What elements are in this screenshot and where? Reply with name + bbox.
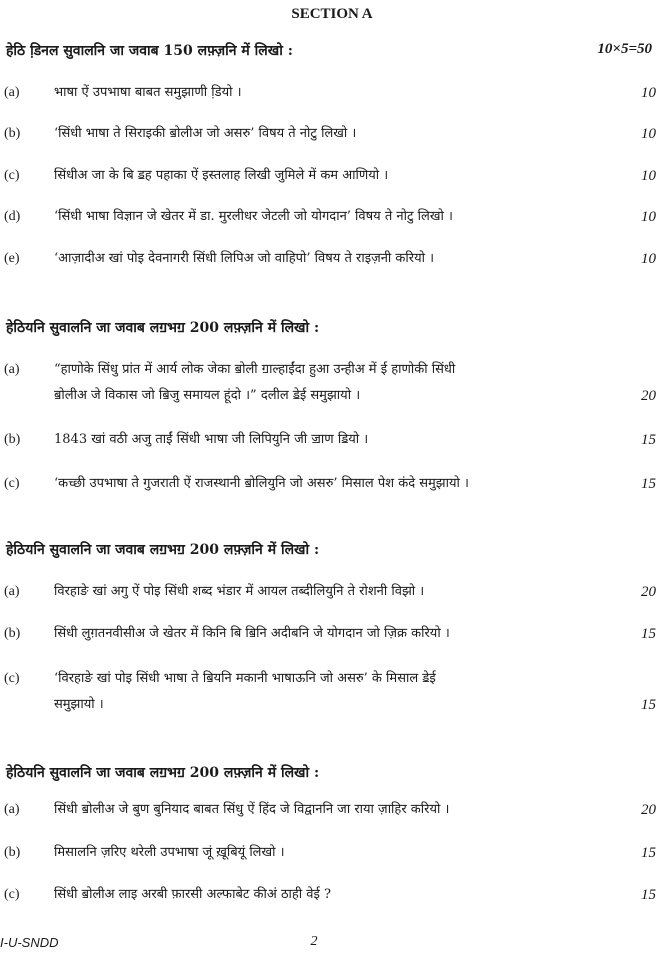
part-text: सिंधी ॿोलीअ जे बुण बुनियाद बाबत सिंधु ऐं हिंद जे विद्वाननि जा राया ज़ाहिर करियो । bbox=[54, 802, 450, 817]
part-marks: 20 bbox=[641, 388, 656, 404]
part-text: ‘सिंधी भाषा विज्ञान जे खेतर में डा. मुरलीधर जेटली जो योगदान’ विषय ते नोटु लिखो । bbox=[54, 209, 453, 224]
question-3b bbox=[4, 621, 656, 647]
question-1-instruction: हेठि डि़नल सुवालनि जा जवाब 150 लफ़्ज़नि में लिखो : bbox=[6, 43, 293, 59]
question-1-heading bbox=[6, 41, 652, 63]
part-text: सिंधीअ जा के बि ॾह पहाका ऐं इस्तलाह लिखी जुमिले में कम आणियो । bbox=[54, 168, 389, 183]
page-number: 2 bbox=[310, 934, 318, 949]
part-text: 1843 खां वठी अजु ताईं सिंधी भाषा जी लिपियुनि जी ॼाण ॾियो । bbox=[54, 432, 369, 447]
part-marks: 15 bbox=[641, 697, 656, 713]
question-2b bbox=[4, 427, 656, 453]
question-3-heading bbox=[6, 540, 652, 562]
part-text-line-2: ॿोलीअ जे विकास जो ॿिजु समायल हूंदो ।” दलील ॾेई समुझायो । bbox=[54, 388, 361, 403]
part-text: मिसालनि ज़रिए थरेली उपभाषा जूं ख़ूबियूं लिखो । bbox=[54, 845, 285, 860]
question-1d bbox=[4, 204, 656, 230]
part-label: (a) bbox=[4, 584, 20, 599]
part-label: (c) bbox=[4, 476, 20, 491]
question-3a bbox=[4, 579, 656, 605]
question-1e bbox=[4, 246, 656, 272]
question-3-instruction: हेठियनि सुवालनि जा जवाब लॻभॻ 200 लफ़्ज़नि में लिखो : bbox=[6, 542, 320, 558]
part-label: (b) bbox=[4, 845, 21, 860]
part-marks: 20 bbox=[641, 802, 656, 818]
question-2-heading bbox=[6, 318, 652, 340]
part-text bbox=[54, 666, 612, 718]
part-label: (a) bbox=[4, 362, 20, 377]
question-2-instruction: हेठियनि सुवालनि जा जवाब लॻभॻ 200 लफ़्ज़नि में लिखो : bbox=[6, 320, 320, 336]
part-marks: 10 bbox=[641, 251, 656, 267]
part-marks: 15 bbox=[641, 845, 656, 861]
part-text: सिंधी ॿोलीअ लाइ अरबी फ़ारसी अल्फाबेट कीअं ठाही वेई ? bbox=[54, 887, 332, 902]
part-marks: 15 bbox=[641, 626, 656, 642]
part-label: (c) bbox=[4, 887, 20, 902]
part-text: विरहाङे खां अगु ऐं पोइ सिंधी शब्द भंडार में आयल तब्दीलियुनि ते रोशनी विझो । bbox=[54, 584, 425, 599]
part-text: ‘सिंधी भाषा ते सिराइकी ॿोलीअ जो असरु’ विषय ते नोटु लिखो । bbox=[54, 126, 357, 141]
part-label: (c) bbox=[4, 671, 20, 686]
part-text-line-1: ‘विरहाङे खां पोइ सिंधी भाषा ते ॿियनि मकानी भाषाऊनि जो असरु’ के मिसाल ॾेई bbox=[54, 671, 436, 686]
part-marks: 10 bbox=[641, 168, 656, 184]
part-label: (b) bbox=[4, 626, 21, 641]
part-label: (d) bbox=[4, 209, 21, 224]
part-text-line-2: समुझायो । bbox=[54, 697, 104, 712]
paper-code: I-U-SNDD bbox=[0, 935, 59, 950]
question-2a bbox=[4, 357, 656, 417]
part-label: (b) bbox=[4, 432, 21, 447]
question-1a bbox=[4, 80, 656, 106]
part-marks: 10 bbox=[641, 209, 656, 225]
question-4c bbox=[4, 882, 656, 908]
part-text: भाषा ऐं उपभाषा बाबत समुझाणी डि़यो । bbox=[54, 85, 242, 100]
part-text: सिंधी लुग़तनवीसीअ जे खेतर में किनि बि ॿिनि अदीबनि जे योगदान जो ज़िक्र करियो । bbox=[54, 626, 450, 641]
part-label: (b) bbox=[4, 126, 21, 141]
question-1b bbox=[4, 121, 656, 147]
part-marks: 10 bbox=[641, 85, 656, 101]
question-4b bbox=[4, 840, 656, 866]
question-2c bbox=[4, 471, 656, 497]
question-4-heading bbox=[6, 763, 652, 785]
part-label: (a) bbox=[4, 85, 20, 100]
part-label: (a) bbox=[4, 802, 20, 817]
question-4a bbox=[4, 797, 656, 823]
part-marks: 10 bbox=[641, 126, 656, 142]
part-marks: 15 bbox=[641, 432, 656, 448]
part-text-line-1: “हाणोके सिंधु प्रांत में आर्य लोक जेका ॿोली ॻाल्हाईंदा हुआ उन्हीअ में ई हाणोकी सिंधी bbox=[54, 362, 456, 377]
part-marks: 20 bbox=[641, 584, 656, 600]
question-1-total-marks: 10×5=50 bbox=[597, 41, 652, 57]
question-4-instruction: हेठियनि सुवालनि जा जवाब लॻभॻ 200 लफ़्ज़नि में लिखो : bbox=[6, 765, 320, 781]
question-1c bbox=[4, 163, 656, 189]
part-text bbox=[54, 357, 612, 409]
part-marks: 15 bbox=[641, 476, 656, 492]
section-title: SECTION A bbox=[291, 6, 373, 22]
part-text: ‘आज़ादीअ खां पोइ देवनागरी सिंधी लिपिअ जो वाहिपो’ विषय ते राइज़नी करियो । bbox=[54, 251, 435, 266]
part-label: (e) bbox=[4, 251, 20, 266]
part-marks: 15 bbox=[641, 887, 656, 903]
question-3c bbox=[4, 666, 656, 726]
part-text: ‘कच्छी उपभाषा ते गुजराती ऐं राजस्थानी ॿोलियुनि जो असरु’ मिसाल पेश कंदे समुझायो । bbox=[54, 476, 469, 491]
part-label: (c) bbox=[4, 168, 20, 183]
